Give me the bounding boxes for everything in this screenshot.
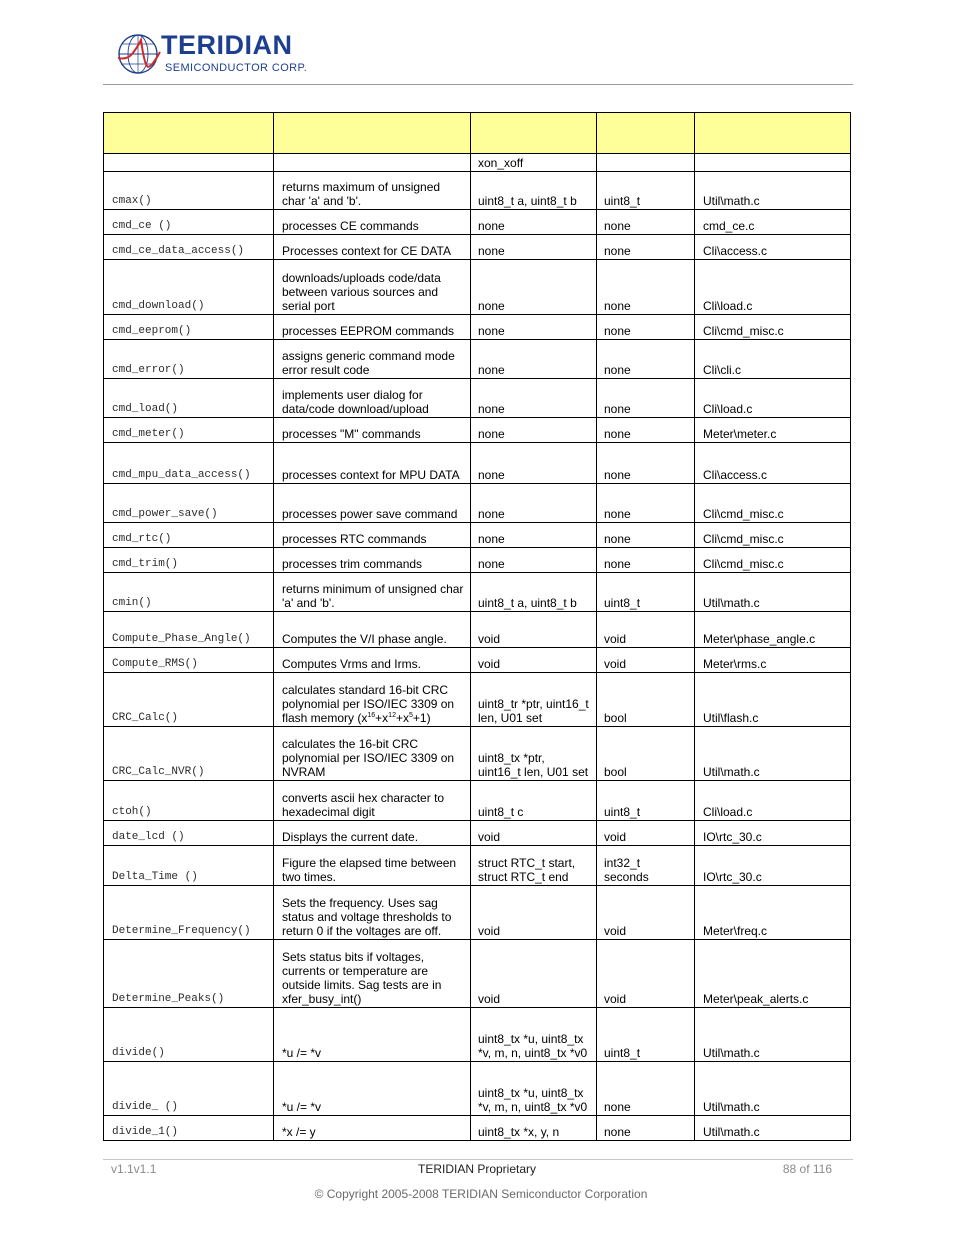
source-file-cell: Cli\load.c bbox=[695, 379, 851, 418]
arguments-cell: none bbox=[471, 379, 597, 418]
source-file-cell: IO\rtc_30.c bbox=[695, 846, 851, 886]
exponent-text: 16 bbox=[367, 712, 376, 719]
function-name-cell: cmin() bbox=[104, 573, 274, 612]
footer-version: v1.1v1.1 bbox=[111, 1162, 157, 1176]
arguments-cell: none bbox=[471, 548, 597, 573]
source-file-cell: Meter\freq.c bbox=[695, 886, 851, 940]
source-file-cell: cmd_ce.c bbox=[695, 210, 851, 235]
source-file-cell: IO\rtc_30.c bbox=[695, 821, 851, 846]
arguments-cell: void bbox=[471, 940, 597, 1008]
header-cell bbox=[104, 113, 274, 154]
return-type-cell: bool bbox=[597, 673, 695, 727]
header-cell bbox=[471, 113, 597, 154]
function-name-cell: cmd_ce_data_access() bbox=[104, 235, 274, 260]
description-cell: converts ascii hex character to hexadecimal digit bbox=[274, 781, 471, 821]
function-name-cell: cmd_download() bbox=[104, 260, 274, 315]
source-file-cell: Cli\cmd_misc.c bbox=[695, 315, 851, 340]
arguments-cell: uint8_tr *ptr, uint16_t len, U01 set bbox=[471, 673, 597, 727]
function-name-cell: cmd_error() bbox=[104, 340, 274, 379]
function-name-cell: Compute_RMS() bbox=[104, 648, 274, 673]
description-cell: *x /= y bbox=[274, 1116, 471, 1141]
footer-page-number: 88 of 116 bbox=[782, 1162, 832, 1176]
description-cell: Computes the V/I phase angle. bbox=[274, 612, 471, 648]
arguments-cell: none bbox=[471, 315, 597, 340]
description-cell: processes EEPROM commands bbox=[274, 315, 471, 340]
description-text: +x bbox=[395, 711, 409, 725]
header-rule bbox=[103, 84, 853, 85]
function-name-cell: cmd_power_save() bbox=[104, 484, 274, 523]
source-file-cell: Cli\cli.c bbox=[695, 340, 851, 379]
arguments-cell: uint8_t a, uint8_t b bbox=[471, 573, 597, 612]
table-row bbox=[104, 443, 851, 484]
function-name-cell: Delta_Time () bbox=[104, 846, 274, 886]
table-row bbox=[104, 235, 851, 260]
arguments-cell: uint8_tx *u, uint8_tx *v, m, n, uint8_tx *v0 bbox=[471, 1062, 597, 1116]
table-row bbox=[104, 379, 851, 418]
description-text: +1) bbox=[412, 711, 431, 725]
function-name-cell: CRC_Calc_NVR() bbox=[104, 727, 274, 781]
description-text: calculates standard 16-bit CRC polynomial per ISO/IEC 3309 on flash memory (x bbox=[282, 683, 455, 725]
return-type-cell: void bbox=[597, 886, 695, 940]
table-row bbox=[104, 154, 851, 172]
table-row bbox=[104, 172, 851, 210]
source-file-cell: Meter\rms.c bbox=[695, 648, 851, 673]
company-logo bbox=[117, 30, 327, 80]
return-type-cell: none bbox=[597, 443, 695, 484]
function-name-cell: Determine_Peaks() bbox=[104, 940, 274, 1008]
function-name-cell: cmd_trim() bbox=[104, 548, 274, 573]
table-row bbox=[104, 523, 851, 548]
return-type-cell: uint8_t bbox=[597, 781, 695, 821]
arguments-cell: none bbox=[471, 260, 597, 315]
return-type-cell: uint8_t bbox=[597, 1008, 695, 1062]
function-name-cell: date_lcd () bbox=[104, 821, 274, 846]
return-type-cell: void bbox=[597, 648, 695, 673]
arguments-cell: void bbox=[471, 648, 597, 673]
return-type-cell: none bbox=[597, 418, 695, 443]
description-cell: downloads/uploads code/data between various sources and serial port bbox=[274, 260, 471, 315]
exponent-text: 12 bbox=[388, 712, 396, 719]
arguments-cell: xon_xoff bbox=[471, 154, 597, 172]
return-type-cell: none bbox=[597, 1116, 695, 1141]
source-file-cell: Util\flash.c bbox=[695, 673, 851, 727]
arguments-cell: none bbox=[471, 523, 597, 548]
return-type-cell: none bbox=[597, 210, 695, 235]
return-type-cell: int32_t seconds bbox=[597, 846, 695, 886]
function-name-cell: Compute_Phase_Angle() bbox=[104, 612, 274, 648]
table-row bbox=[104, 781, 851, 821]
function-name-cell: divide() bbox=[104, 1008, 274, 1062]
description-cell: Computes Vrms and Irms. bbox=[274, 648, 471, 673]
table-row bbox=[104, 484, 851, 523]
description-cell: processes "M" commands bbox=[274, 418, 471, 443]
arguments-cell: void bbox=[471, 821, 597, 846]
description-cell: processes power save command bbox=[274, 484, 471, 523]
return-type-cell: void bbox=[597, 940, 695, 1008]
return-type-cell: none bbox=[597, 379, 695, 418]
function-name-cell: ctoh() bbox=[104, 781, 274, 821]
table-row bbox=[104, 846, 851, 886]
table-row bbox=[104, 821, 851, 846]
return-type-cell: none bbox=[597, 315, 695, 340]
source-file-cell: Meter\meter.c bbox=[695, 418, 851, 443]
header-cell bbox=[597, 113, 695, 154]
return-type-cell: uint8_t bbox=[597, 172, 695, 210]
arguments-cell: uint8_t c bbox=[471, 781, 597, 821]
description-cell: processes CE commands bbox=[274, 210, 471, 235]
table-row bbox=[104, 210, 851, 235]
brand-name: TERIDIAN bbox=[161, 30, 293, 60]
source-file-cell: Cli\access.c bbox=[695, 443, 851, 484]
return-type-cell: none bbox=[597, 1062, 695, 1116]
table-row bbox=[104, 548, 851, 573]
table-row bbox=[104, 886, 851, 940]
function-name-cell: cmd_load() bbox=[104, 379, 274, 418]
function-name-cell: cmd_mpu_data_access() bbox=[104, 443, 274, 484]
source-file-cell: Cli\load.c bbox=[695, 781, 851, 821]
function-name-cell: cmd_ce () bbox=[104, 210, 274, 235]
arguments-cell: void bbox=[471, 612, 597, 648]
arguments-cell: uint8_t a, uint8_t b bbox=[471, 172, 597, 210]
exponent-text: 5 bbox=[408, 712, 413, 719]
source-file-cell bbox=[695, 154, 851, 172]
source-file-cell: Cli\cmd_misc.c bbox=[695, 484, 851, 523]
table-row bbox=[104, 418, 851, 443]
arguments-cell: uint8_tx *x, y, n bbox=[471, 1116, 597, 1141]
function-name-cell: cmd_rtc() bbox=[104, 523, 274, 548]
table-row bbox=[104, 1116, 851, 1141]
description-text: +x bbox=[375, 711, 389, 725]
return-type-cell: none bbox=[597, 548, 695, 573]
source-file-cell: Cli\access.c bbox=[695, 235, 851, 260]
arguments-cell: none bbox=[471, 443, 597, 484]
table-row bbox=[104, 673, 851, 727]
source-file-cell: Util\math.c bbox=[695, 1116, 851, 1141]
return-type-cell: void bbox=[597, 821, 695, 846]
function-name-cell: Determine_Frequency() bbox=[104, 886, 274, 940]
description-cell: processes trim commands bbox=[274, 548, 471, 573]
description-cell: Processes context for CE DATA bbox=[274, 235, 471, 260]
return-type-cell: void bbox=[597, 612, 695, 648]
return-type-cell bbox=[597, 154, 695, 172]
source-file-cell: Util\math.c bbox=[695, 172, 851, 210]
arguments-cell: none bbox=[471, 484, 597, 523]
source-file-cell: Cli\cmd_misc.c bbox=[695, 523, 851, 548]
return-type-cell: bool bbox=[597, 727, 695, 781]
header-cell bbox=[695, 113, 851, 154]
arguments-cell: none bbox=[471, 235, 597, 260]
source-file-cell: Util\math.c bbox=[695, 1008, 851, 1062]
source-file-cell: Util\math.c bbox=[695, 727, 851, 781]
arguments-cell: uint8_tx *u, uint8_tx *v, m, n, uint8_tx *v0 bbox=[471, 1008, 597, 1062]
footer-proprietary: TERIDIAN Proprietary bbox=[417, 1162, 537, 1176]
source-file-cell: Util\math.c bbox=[695, 573, 851, 612]
table-row bbox=[104, 727, 851, 781]
return-type-cell: none bbox=[597, 523, 695, 548]
description-cell: *u /= *v bbox=[274, 1062, 471, 1116]
description-cell: *u /= *v bbox=[274, 1008, 471, 1062]
table-row bbox=[104, 340, 851, 379]
description-cell: assigns generic command mode error result code bbox=[274, 340, 471, 379]
arguments-cell: none bbox=[471, 418, 597, 443]
function-name-cell bbox=[104, 154, 274, 172]
table-row bbox=[104, 573, 851, 612]
table-header-row bbox=[104, 113, 851, 154]
teridian-globe-waveform-logo bbox=[117, 30, 161, 76]
function-name-cell: CRC_Calc() bbox=[104, 673, 274, 727]
description-cell bbox=[274, 673, 471, 727]
return-type-cell: none bbox=[597, 235, 695, 260]
description-cell: returns minimum of unsigned char 'a' and 'b'. bbox=[274, 573, 471, 612]
description-cell: processes RTC commands bbox=[274, 523, 471, 548]
table-row bbox=[104, 260, 851, 315]
description-cell: Sets the frequency. Uses sag status and voltage thresholds to return 0 if the voltages are off. bbox=[274, 886, 471, 940]
arguments-cell: struct RTC_t start, struct RTC_t end bbox=[471, 846, 597, 886]
source-file-cell: Meter\peak_alerts.c bbox=[695, 940, 851, 1008]
source-file-cell: Cli\load.c bbox=[695, 260, 851, 315]
arguments-cell: none bbox=[471, 340, 597, 379]
brand-subtitle: SEMICONDUCTOR CORP. bbox=[165, 62, 308, 74]
function-name-cell: cmd_meter() bbox=[104, 418, 274, 443]
return-type-cell: uint8_t bbox=[597, 573, 695, 612]
function-name-cell: divide_ () bbox=[104, 1062, 274, 1116]
return-type-cell: none bbox=[597, 484, 695, 523]
function-name-cell: cmd_eeprom() bbox=[104, 315, 274, 340]
description-cell bbox=[274, 154, 471, 172]
description-cell: implements user dialog for data/code download/upload bbox=[274, 379, 471, 418]
arguments-cell: uint8_tx *ptr, uint16_t len, U01 set bbox=[471, 727, 597, 781]
description-cell: returns maximum of unsigned char 'a' and 'b'. bbox=[274, 172, 471, 210]
source-file-cell: Meter\phase_angle.c bbox=[695, 612, 851, 648]
arguments-cell: none bbox=[471, 210, 597, 235]
description-cell: Figure the elapsed time between two times. bbox=[274, 846, 471, 886]
description-cell: calculates the 16-bit CRC polynomial per ISO/IEC 3309 on NVRAM bbox=[274, 727, 471, 781]
table-row bbox=[104, 612, 851, 648]
function-name-cell: cmax() bbox=[104, 172, 274, 210]
header-cell bbox=[274, 113, 471, 154]
description-cell: Sets status bits if voltages, currents or temperature are outside limits. Sag tests are in xfer_busy_int() bbox=[274, 940, 471, 1008]
description-cell: processes context for MPU DATA bbox=[274, 443, 471, 484]
function-name-cell: divide_1() bbox=[104, 1116, 274, 1141]
table-row bbox=[104, 940, 851, 1008]
return-type-cell: none bbox=[597, 340, 695, 379]
footer-rule bbox=[103, 1159, 853, 1160]
table-row bbox=[104, 648, 851, 673]
description-cell: Displays the current date. bbox=[274, 821, 471, 846]
table-row bbox=[104, 1008, 851, 1062]
return-type-cell: none bbox=[597, 260, 695, 315]
source-file-cell: Util\math.c bbox=[695, 1062, 851, 1116]
arguments-cell: void bbox=[471, 886, 597, 940]
table-row bbox=[104, 315, 851, 340]
source-file-cell: Cli\cmd_misc.c bbox=[695, 548, 851, 573]
footer-copyright: © Copyright 2005-2008 TERIDIAN Semiconductor Corporation bbox=[314, 1187, 648, 1201]
function-table bbox=[103, 112, 851, 1141]
table-row bbox=[104, 1062, 851, 1116]
